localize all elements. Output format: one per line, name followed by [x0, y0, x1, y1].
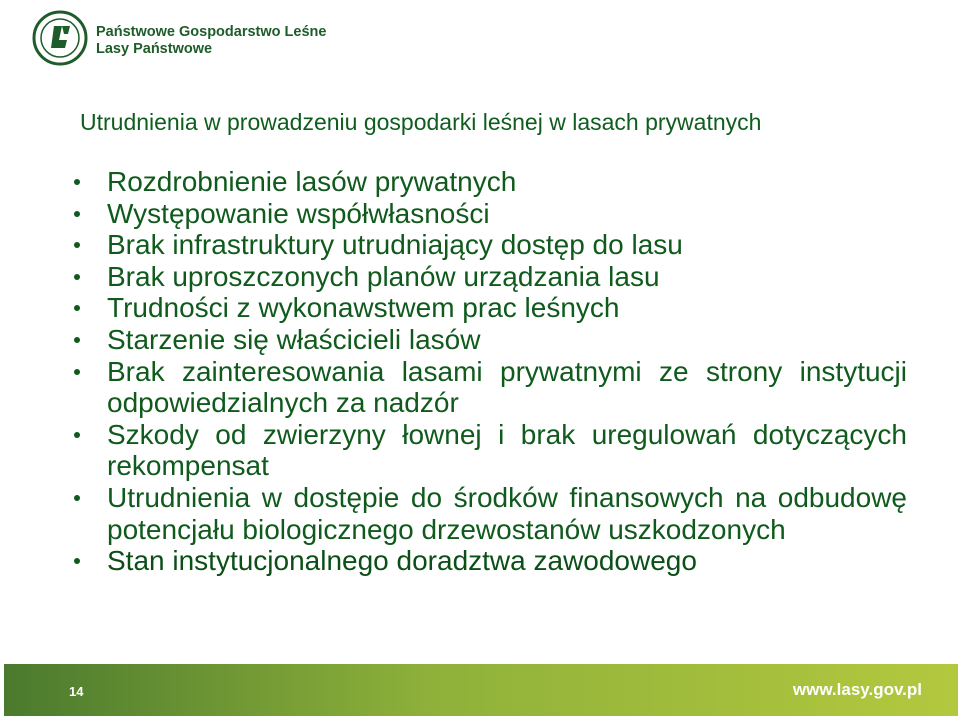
bullet-item: Rozdrobnienie lasów prywatnych [107, 166, 907, 198]
website-url: www.lasy.gov.pl [792, 680, 922, 699]
bullet-item: Szkody od zwierzyny łownej i brak uregulowań dotyczących rekompensat [107, 418, 907, 482]
header [32, 8, 332, 68]
bullet-item: Stan instytucjonalnego doradztwa zawodowego [107, 545, 907, 577]
org-name-line1: Państwowe Gospodarstwo Leśne [96, 24, 327, 40]
bullet-item: Występowanie współwłasności [107, 198, 907, 230]
lasy-panstwowe-logo-icon [32, 10, 88, 66]
bullet-item: Brak uproszczonych planów urządzania lasu [107, 261, 907, 293]
slide-title: Utrudnienia w prowadzeniu gospodarki leśnej w lasach prywatnych [80, 109, 762, 135]
bullet-item: Utrudnienia w dostępie do środków finansowych na odbudowę potencjału biologicznego drzewostanów uszkodzonych [107, 481, 907, 545]
organization-name [96, 24, 326, 58]
page-number: 14 [69, 684, 84, 699]
bullet-item: Brak zainteresowania lasami prywatnymi ze strony instytucji odpowiedzialnych za nadzór [107, 355, 907, 419]
bullet-item: Starzenie się właścicieli lasów [107, 324, 907, 356]
bullet-item: Brak infrastruktury utrudniający dostęp do lasu [107, 229, 907, 261]
org-name-line2: Lasy Państwowe [96, 41, 213, 57]
bullet-list [107, 166, 907, 577]
footer-bar [4, 664, 958, 716]
bullet-item: Trudności z wykonawstwem prac leśnych [107, 292, 907, 324]
